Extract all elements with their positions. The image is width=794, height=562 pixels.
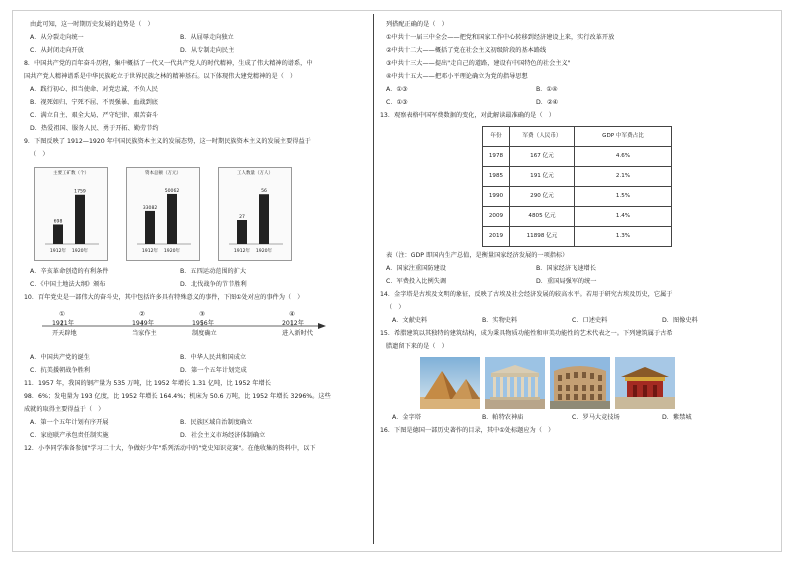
table-cell: 1978 xyxy=(483,147,510,167)
chart-workers-svg xyxy=(219,180,291,260)
q10-timeline xyxy=(32,308,332,344)
q12-option-c[interactable]: C．①③ xyxy=(386,99,408,106)
q15-option-d[interactable]: D．紫禁城 xyxy=(662,414,692,421)
q12-option-a[interactable]: A．①③ xyxy=(386,86,408,93)
column-divider xyxy=(373,14,374,544)
table-cell: 167 亿元 xyxy=(510,147,575,167)
q11-stem-line-2: 98．6%；发电量为 193 亿度，比 1952 年增长 164.4%；机床为 50.6 万吨，比 1952 年增长 3296%。这些 xyxy=(24,392,331,400)
timeline-marker: ③ xyxy=(199,310,205,318)
q11-option-c[interactable]: C．家庭联产承包责任制实施 xyxy=(30,431,109,439)
timeline-caption: 进入新时代 xyxy=(282,330,313,337)
q14-option-d[interactable]: D．图像史料 xyxy=(662,317,698,324)
chart-value-label: 50062 xyxy=(164,188,180,194)
q11-option-a[interactable]: A．第一个五年计划有序开展 xyxy=(30,418,109,426)
q13-option-a[interactable]: A．国家注重国防建设 xyxy=(386,265,446,272)
timeline-year: 1956年 xyxy=(192,320,214,327)
timeline-marker: ① xyxy=(59,310,65,318)
table-cell: 1985 xyxy=(483,167,510,187)
q11-option-d[interactable]: D．社会主义市场经济体制确立 xyxy=(180,431,266,439)
q7-option-c[interactable]: C．从封闭走向开放 xyxy=(30,47,84,54)
chart-mines xyxy=(34,167,108,261)
q15-option-c[interactable]: C．罗马大竞技场 xyxy=(572,414,620,421)
parthenon-image xyxy=(485,357,545,409)
q15-stem-line-1: 15．希腊建筑以其独特的建筑结构，成为秉具物质功能性和审美功能性的艺术代表之一。下列建筑属于古希 xyxy=(380,330,673,337)
q10-options-row-2 xyxy=(24,364,364,377)
chart-workers-title: 工人数量（万人） xyxy=(237,171,273,176)
q14-option-b[interactable]: B．实物史料 xyxy=(482,317,518,324)
q13-option-d[interactable]: D．重国局强军的统一 xyxy=(536,278,597,285)
table-cell: 2019 xyxy=(483,227,510,247)
colosseum-image xyxy=(550,357,610,409)
q12-options-row-2 xyxy=(380,96,770,109)
chart-value-label: 1759 xyxy=(74,189,86,195)
table-cell: 2009 xyxy=(483,207,510,227)
q10-option-b[interactable]: B．中华人民共和国成立 xyxy=(180,353,247,361)
chart-bar xyxy=(237,220,247,244)
q8-option-b[interactable]: B．视死如归、宁死不屈、不畏强暴、血战到底 xyxy=(30,99,158,106)
q15-options xyxy=(392,411,770,424)
chart-x-tick-label: 1920年 xyxy=(255,249,273,254)
q9-stem-line-2: （ ） xyxy=(30,151,49,158)
chart-value-label: 698 xyxy=(53,219,63,225)
chart-x-tick-label: 1920年 xyxy=(71,249,89,254)
table-row xyxy=(483,167,672,187)
q15-stem-line-2: 腊遗留下来的是（ ） xyxy=(386,343,448,350)
q15-option-b[interactable]: B．帕特农神庙 xyxy=(482,414,524,421)
chart-mines-title: 主要工矿数（个） xyxy=(53,171,89,176)
timeline-year: 2012年 xyxy=(282,320,304,327)
chart-capital xyxy=(126,167,200,261)
table-cell: 2.1% xyxy=(575,167,672,187)
q13-option-c[interactable]: C．军费投入比例失调 xyxy=(386,278,447,285)
q9-option-c[interactable]: C．《中国土地法大纲》颁布 xyxy=(30,281,106,288)
chart-x-tick-label: 1912年 xyxy=(49,249,67,254)
q7-stem-tail: 由此可知，这一时期历史发展的趋势是（ ） xyxy=(30,21,154,28)
chart-workers xyxy=(218,167,292,261)
q15-images xyxy=(420,357,770,409)
table-cell: 4.6% xyxy=(575,147,672,167)
chart-bar xyxy=(167,194,177,244)
q10-options-row-1 xyxy=(24,351,364,364)
table-cell: 1.5% xyxy=(575,187,672,207)
chart-value-label: 33082 xyxy=(142,205,158,211)
q10-stem: 10．百年党史是一部伟大的奋斗史，其中包括许多具有特殊意义的事件，下图①处对应的事件为（ ） xyxy=(24,294,304,301)
chart-x-tick-label: 1912年 xyxy=(233,249,251,254)
table-row xyxy=(483,187,672,207)
q11-stem-line-1: 11．1957 年，我国的钢产量为 535 万吨，比 1952 年增长 1.31 亿吨，比 1952 年增长 xyxy=(24,379,271,387)
q9-charts xyxy=(34,167,364,261)
chart-capital-title: 资本总额（万元） xyxy=(145,171,181,176)
military-spending-table xyxy=(482,126,672,247)
timeline-marker: ② xyxy=(139,310,145,318)
q11-options-row-2 xyxy=(24,429,364,442)
table-cell: 1.4% xyxy=(575,207,672,227)
chart-capital-svg xyxy=(127,180,199,260)
table-header-year: 年份 xyxy=(483,127,510,147)
q12-stem-tail: 列搭配正确的是（ ） xyxy=(386,21,448,28)
chart-bar xyxy=(53,224,63,244)
q13-stem: 13．观察表格中国军费数据的变化，对此解读最准确的是（ ） xyxy=(380,112,555,119)
q9-option-b[interactable]: B．五四运动范围的扩大 xyxy=(180,268,247,275)
q12-item-1: ①中共十一届三中全会——把党和国家工作中心转移到经济建设上来，实行改革开放 xyxy=(386,34,615,41)
table-cell: 11898 亿元 xyxy=(510,227,575,247)
chart-x-tick-label: 1920年 xyxy=(163,249,181,254)
q13-options-row-1 xyxy=(380,262,770,275)
timeline-caption: 当家作主 xyxy=(132,330,157,337)
chart-mines-svg xyxy=(35,180,107,260)
q13-options-row-2 xyxy=(380,275,770,288)
q16-stem: 16．下图是德国一部历史著作的目录，其中①处标题应为（ ） xyxy=(380,427,555,434)
timeline-year: 1949年 xyxy=(132,320,154,327)
table-row xyxy=(483,227,672,247)
table-cell: 290 亿元 xyxy=(510,187,575,207)
q13-option-b[interactable]: B．国家经济飞速增长 xyxy=(536,265,596,272)
q14-stem-line-1: 14．金字塔是古埃及文明的象征，反映了古埃及社会经济发展的较高水平。若用于研究古埃及历史，它属于 xyxy=(380,291,673,298)
table-header-spending: 军费（人民币） xyxy=(510,127,575,147)
q7-options-row-1 xyxy=(24,31,364,44)
q13-note: 表（注：GDP 即国内生产总值，是衡量国家经济发展的一项指标） xyxy=(386,252,569,259)
table-row xyxy=(483,147,672,167)
timeline-year: 1921年 xyxy=(52,320,74,327)
q7-options-row-2 xyxy=(24,44,364,57)
q9-option-d[interactable]: D．北伐战争的节节胜利 xyxy=(180,281,247,288)
q7-option-d[interactable]: D．从专制走向民主 xyxy=(180,47,235,54)
table-cell: 1990 xyxy=(483,187,510,207)
q10-option-d[interactable]: D．第一个五年计划完成 xyxy=(180,366,247,374)
q11-options-row-1 xyxy=(24,416,364,429)
chart-bar xyxy=(145,211,155,244)
q7-option-b[interactable]: B．从屈辱走向独立 xyxy=(180,34,234,41)
chart-value-label: 56 xyxy=(261,189,267,195)
table-header-gdp-share: GDP 中军费占比 xyxy=(575,127,672,147)
timeline-caption: 开天辟地 xyxy=(52,330,77,337)
q12-item-4: ④中共十五大——把邓小平理论确立为党的指导思想 xyxy=(386,73,528,80)
chart-value-label: 27 xyxy=(239,215,245,220)
q8-option-d[interactable]: D．热爱祖国、服务人民、勇于开拓、勤劳节约 xyxy=(30,125,159,132)
q9-options-row-1 xyxy=(24,265,364,278)
q7-option-a[interactable]: A．从分裂走向统一 xyxy=(30,34,84,41)
chart-x-tick-label: 1912年 xyxy=(141,249,159,254)
q8-option-c[interactable]: C．满立自主、艰全大局、严守纪律、艰苦奋斗 xyxy=(30,112,159,119)
chart-bar xyxy=(259,194,269,244)
q12-item-2: ②中共十二大——概括了党在社会主义初级阶段的基本路线 xyxy=(386,47,547,54)
table-row xyxy=(483,207,672,227)
q12-options-row-1 xyxy=(380,83,770,96)
q8-stem-line-1: 8．中国共产党的百年奋斗历程，集中概括了一代又一代共产党人的时代精神，生成了伟大精神的谱系，中 xyxy=(24,60,313,67)
q10-option-a[interactable]: A．中国共产党的诞生 xyxy=(30,353,90,361)
q14-option-c[interactable]: C．口述史料 xyxy=(572,317,608,324)
q15-option-a[interactable]: A．金字塔 xyxy=(392,414,421,421)
q14-stem-line-2: （ ） xyxy=(386,304,405,311)
right-column xyxy=(380,18,770,437)
q9-stem-line-1: 9．下图反映了 1912—1920 年中国民族资本主义的发展态势，这一时期民族资本主义的发展主要得益于 xyxy=(24,138,311,145)
q14-options xyxy=(392,314,770,327)
table-cell: 4805 亿元 xyxy=(510,207,575,227)
forbidden-city-image xyxy=(615,357,675,409)
q12-option-b[interactable]: B．①④ xyxy=(536,86,558,93)
timeline-caption: 制度确立 xyxy=(192,330,217,337)
q9-options-row-2 xyxy=(24,278,364,291)
q11-stem-line-3: 成就的取得主要得益于（ ） xyxy=(24,405,105,413)
q9-option-a[interactable]: A．辛亥革命创造的有利条件 xyxy=(30,268,109,275)
table-cell: 191 亿元 xyxy=(510,167,575,187)
pyramids-image xyxy=(420,357,480,409)
q14-option-a[interactable]: A．文献史料 xyxy=(392,317,428,324)
table-cell: 1.3% xyxy=(575,227,672,247)
q11-option-b[interactable]: B．民族区域自治制度确立 xyxy=(180,418,253,426)
q12-stem-line-1: 12．小李同学准备参加"学习二十大，争做好少年"系列活动中的"党史知识竞赛"。在他收集的资料中，以下 xyxy=(24,444,316,452)
timeline-marker: ④ xyxy=(289,310,295,318)
left-column xyxy=(24,18,364,455)
q10-option-c[interactable]: C．抗美援朝战争胜利 xyxy=(30,366,91,374)
table-header-row xyxy=(483,127,672,147)
q8-stem-line-2: 国共产党人精神谱系是中华民族屹立于世界民族之林的精神基石。以下体现伟大建党精神的是（ ） xyxy=(24,73,297,80)
q12-option-d[interactable]: D．②④ xyxy=(536,99,559,106)
timeline-arrow-icon xyxy=(318,323,326,329)
q8-option-a[interactable]: A．践行初心、担当使命、对党忠诚、不负人民 xyxy=(30,86,158,93)
chart-bar xyxy=(75,195,85,244)
q12-item-3: ③中共十三大——提出"走自己的道路，建设有中国特色的社会主义" xyxy=(386,60,571,67)
